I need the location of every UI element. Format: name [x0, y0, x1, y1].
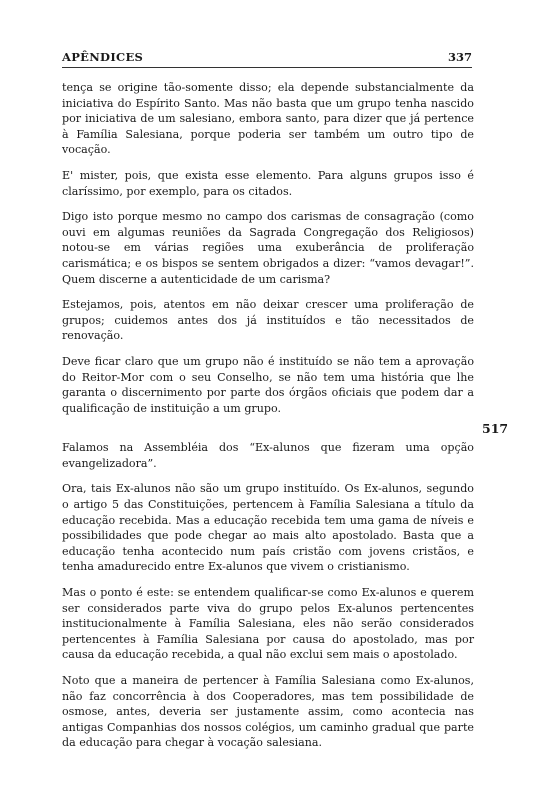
paragraph-2: E' mister, pois, que exista esse elemento. Para alguns grupos isso é claríssimo, por exemplo, para os citados. [62, 168, 474, 198]
running-header [62, 45, 472, 68]
paragraph-4: Estejamos, pois, atentos em não deixar crescer uma proliferação de grupos; cuidemos antes dos já instituídos e tão necessitados de renovação. [62, 298, 474, 343]
paragraph-1: tença se origine tão-somente disso; ela depende substancialmente da iniciativa do Espírito Santo. Mas não basta que um grupo tenha nascido por iniciativa de um salesiano, embora santo, para dizer que já pertence à Família Salesiana, porque poderia ser também um outro tipo de vocação. [62, 81, 474, 157]
running-title: APÊNDICES [62, 50, 144, 64]
paragraph-6: Falamos na Assembléia dos “Ex-alunos que fizeram uma opção evangelizadora”. [62, 441, 474, 470]
paragraph-5: Deve ficar claro que um grupo não é instituído se não tem a aprovação do Reitor-Mor com o seu Conselho, se não tem uma história que lhe garanta o discernimento por parte dos órgãos oficiais que podem dar a qualificação de instituição a um grupo. [62, 354, 474, 415]
paragraph-8: Mas o ponto é este: se entendem qualificar-se como Ex-alunos e querem ser considerados parte viva do grupo pelos Ex-alunos pertencentes institucionalmente à Família Salesiana, eles não serão considerados pertencentes à Família Salesiana por causa do apostolado, mas por causa da educação recebida, a qual não exclui sem mais o apostolado. [62, 586, 474, 662]
paragraph-9: Noto que a maneira de pertencer à Família Salesiana como Ex-alunos, não faz concorrência à dos Cooperadores, mas tem possibilidade de osmose, antes, deveria ser justamente assim, como acontecia nas antigas Companhias dos nossos colégios, um caminho gradual que parte da educação para chegar à vocação salesiana. [62, 674, 474, 750]
margin-section-number: 517 [482, 421, 509, 436]
page-number: 337 [447, 50, 472, 64]
paragraph-3: Digo isto porque mesmo no campo dos carismas de consagração (como ouvi em algumas reuniões da Sagrada Congregação dos Religiosos) notou-se em várias regiões uma exuberância de proliferação carismática; e os bispos se sentem obrigados a dizer: “vamos devagar!”. Quem discerne a autenticidade de um carisma? [62, 210, 474, 286]
paragraph-7: Ora, tais Ex-alunos não são um grupo instituído. Os Ex-alunos, segundo o artigo 5 das Constituições, pertencem à Família Salesiana a título da educação recebida. Mas a educação recebida tem uma gama de níveis e possibilidades que pode chegar ao mais alto apostolado. Basta que a educação tenha acontecido num país cristão com jovens cristãos, e tenha amadurecido entre Ex-alunos que vivem o cristianismo. [62, 482, 474, 574]
body-text [62, 80, 474, 761]
